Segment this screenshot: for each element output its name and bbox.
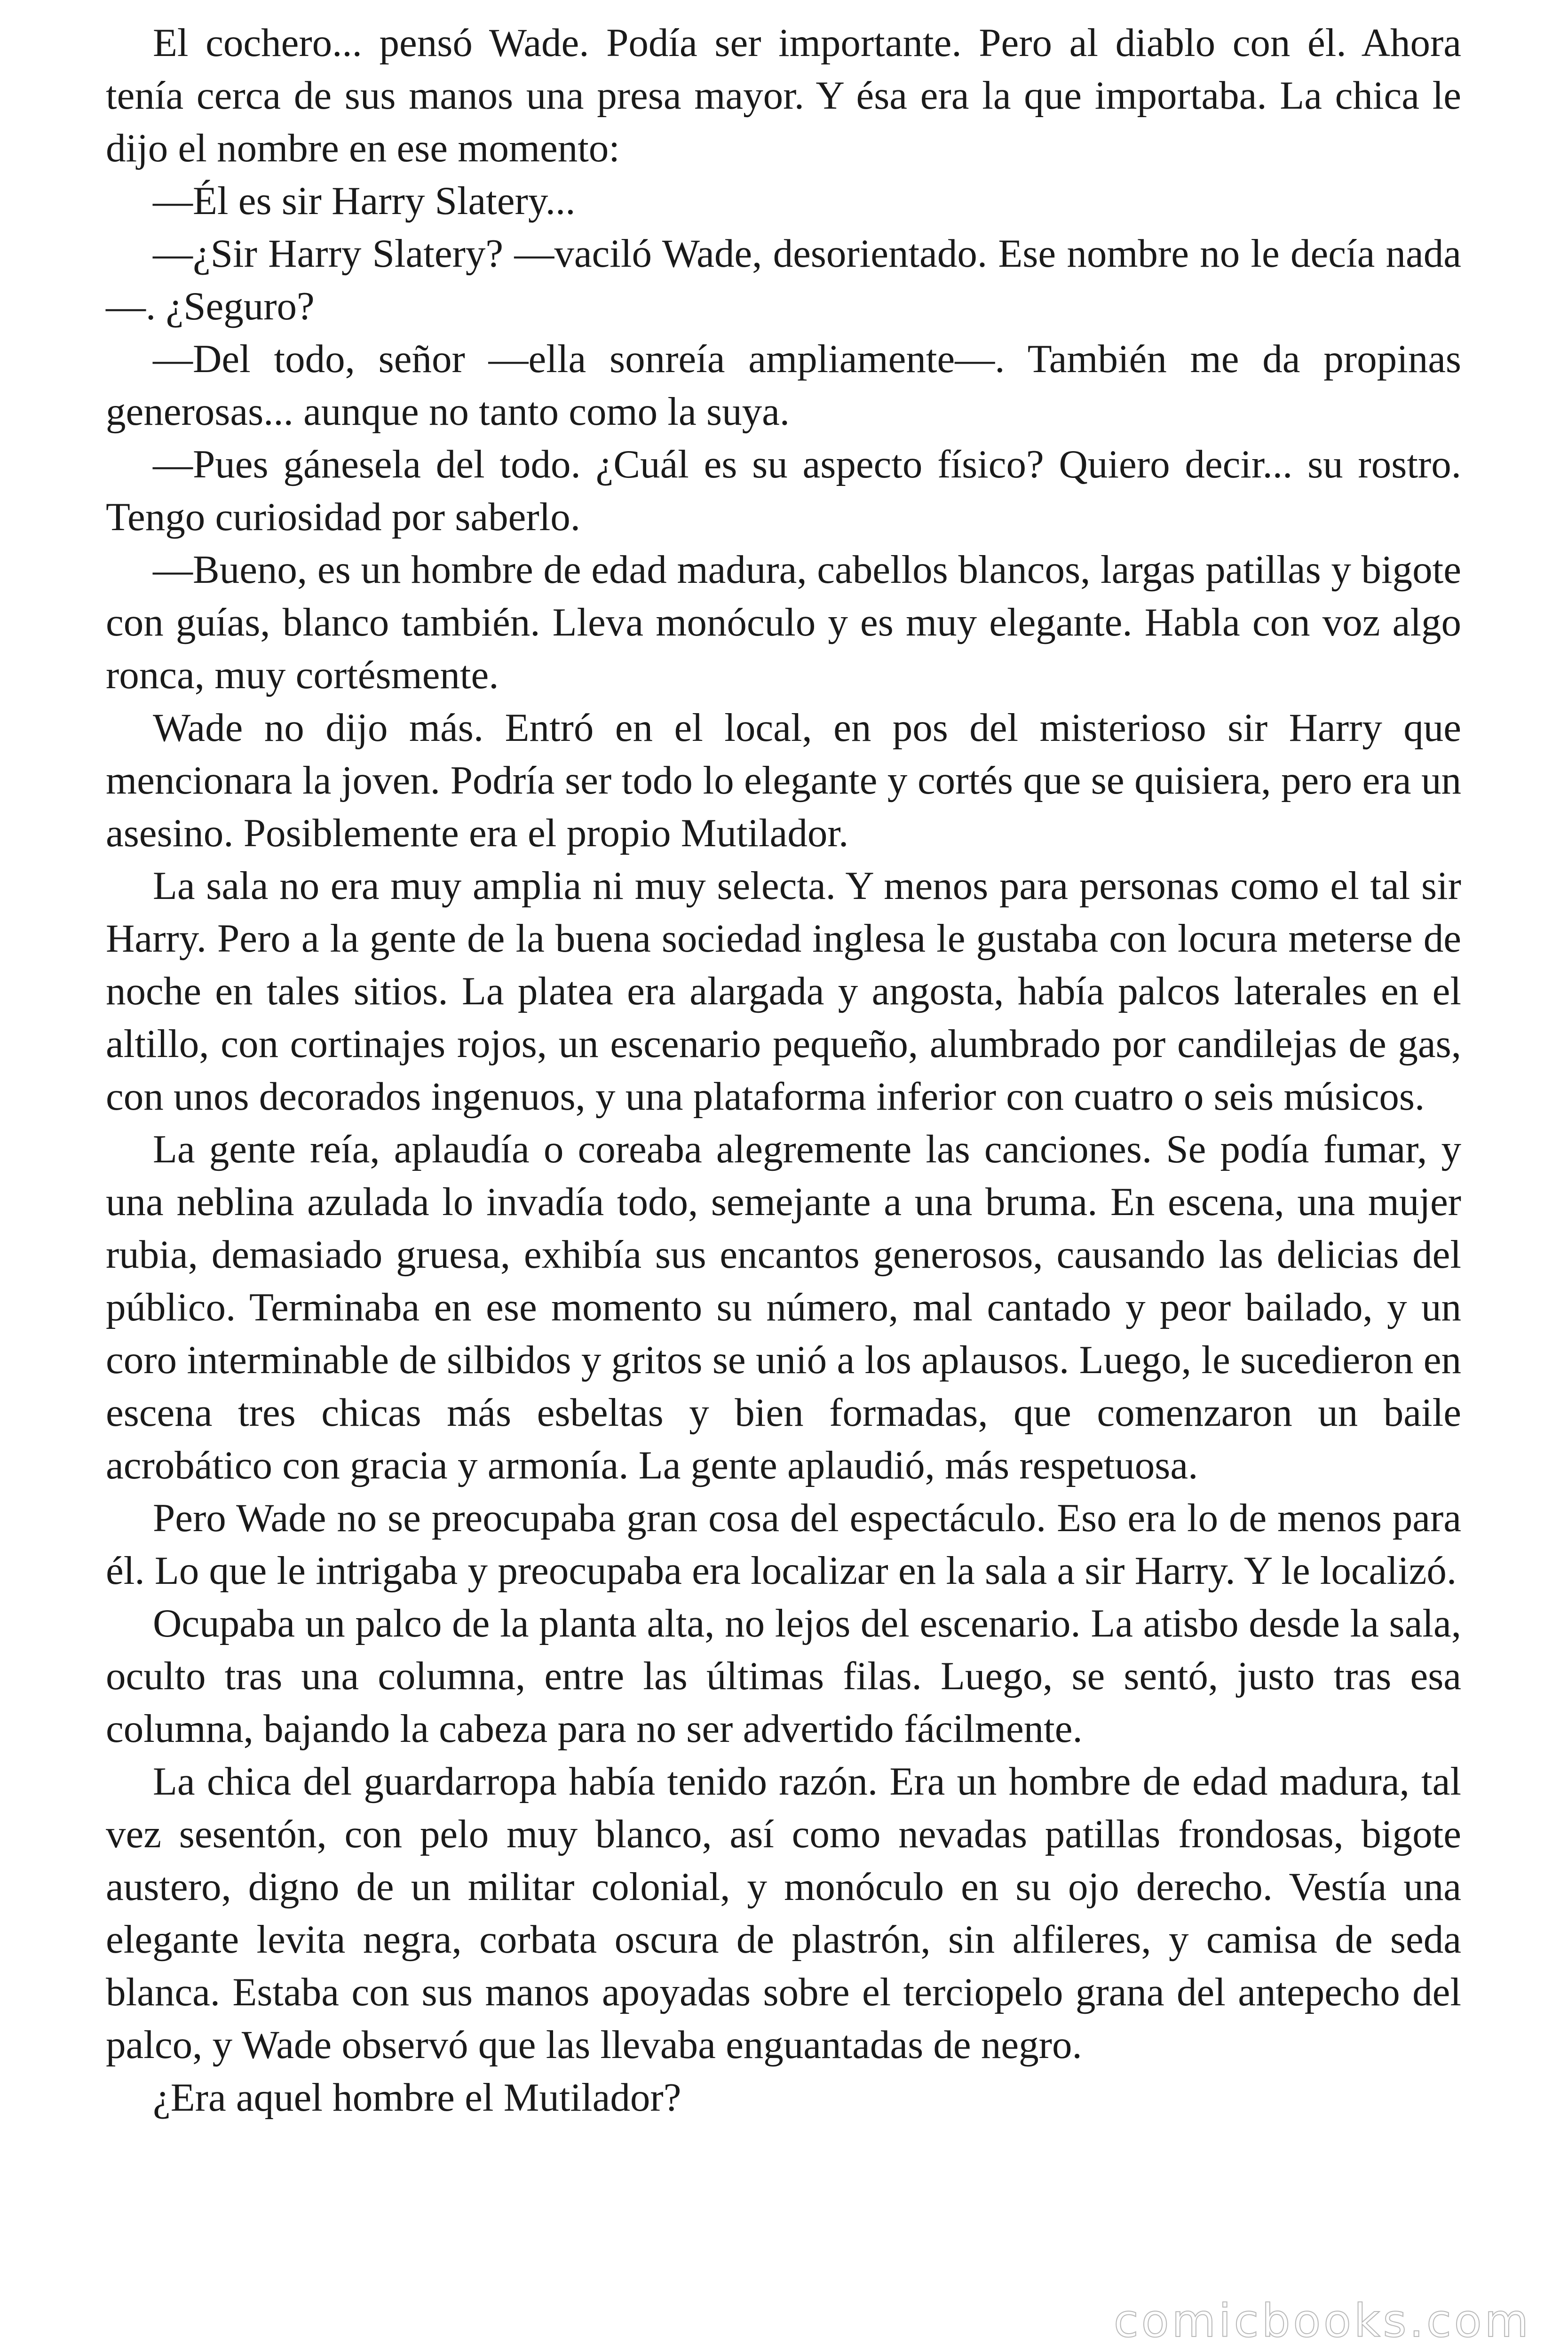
watermark: comicbooks.com bbox=[1113, 2295, 1531, 2347]
paragraph: Wade no dijo más. Entró en el local, en pos del misterioso sir Harry que mencionara la joven. Podría ser todo lo elegante y cortés que se quisiera, pero era un asesino. Posiblemente era el propio Mutilador. bbox=[106, 706, 1461, 855]
paragraph: La sala no era muy amplia ni muy selecta. Y menos para personas como el tal sir Harry. Pero a la gente de la buena sociedad inglesa le gustaba con locura meterse de noche en tales sitios. La platea era alargada y angosta, había palcos laterales en el altillo, con cortinajes rojos, un escenario pequeño, alumbrado por candilejas de gas, con unos decorados ingenuos, y una plataforma inferior con cuatro o seis músicos. bbox=[106, 864, 1461, 1119]
paragraph: ¿Era aquel hombre el Mutilador? bbox=[153, 2075, 681, 2120]
paragraph: —Del todo, señor —ella sonreía ampliamente—. También me da propinas generosas... aunque no tanto como la suya. bbox=[106, 337, 1461, 434]
paragraph: Ocupaba un palco de la planta alta, no lejos del escenario. La atisbo desde la sala, oculto tras una columna, entre las últimas filas. Luego, se sentó, justo tras esa columna, bajando la cabeza para no ser advertido fácilmente. bbox=[106, 1601, 1461, 1751]
paragraph: La chica del guardarropa había tenido razón. Era un hombre de edad madura, tal vez sesentón, con pelo muy blanco, así como nevadas patillas frondosas, bigote austero, digno de un militar colonial, y monóculo en su ojo derecho. Vestía una elegante levita negra, corbata oscura de plastrón, sin alfileres, y camisa de seda blanca. Estaba con sus manos apoyadas sobre el terciopelo grana del antepecho del palco, y Wade observó que las llevaba enguantadas de negro. bbox=[106, 1759, 1461, 2067]
paragraph: —Él es sir Harry Slatery... bbox=[153, 179, 576, 223]
paragraph: El cochero... pensó Wade. Podía ser importante. Pero al diablo con él. Ahora tenía cerca de sus manos una presa mayor. Y ésa era la que importaba. La chica le dijo el nombre en ese momento: bbox=[106, 21, 1461, 170]
paragraph: —Pues gánesela del todo. ¿Cuál es su aspecto físico? Quiero decir... su rostro. Tengo curiosidad por saberlo. bbox=[106, 442, 1461, 539]
paragraph: Pero Wade no se preocupaba gran cosa del espectáculo. Eso era lo de menos para él. Lo que le intrigaba y preocupaba era localizar en la sala a sir Harry. Y le localizó. bbox=[106, 1496, 1461, 1593]
page-text bbox=[106, 16, 1461, 2124]
paragraph: La gente reía, aplaudía o coreaba alegremente las canciones. Se podía fumar, y una neblina azulada lo invadía todo, semejante a una bruma. En escena, una mujer rubia, demasiado gruesa, exhibía sus encantos generosos, causando las delicias del público. Terminaba en ese momento su número, mal cantado y peor bailado, y un coro interminable de silbidos y gritos se unió a los aplausos. Luego, le sucedieron en escena tres chicas más esbeltas y bien formadas, que comenzaron un baile acrobático con gracia y armonía. La gente aplaudió, más respetuosa. bbox=[106, 1127, 1461, 1487]
paragraph: —Bueno, es un hombre de edad madura, cabellos blancos, largas patillas y bigote con guías, blanco también. Lleva monóculo y es muy elegante. Habla con voz algo ronca, muy cortésmente. bbox=[106, 548, 1461, 697]
paragraph: —¿Sir Harry Slatery? —vaciló Wade, desorientado. Ese nombre no le decía nada—. ¿Seguro? bbox=[106, 231, 1461, 328]
